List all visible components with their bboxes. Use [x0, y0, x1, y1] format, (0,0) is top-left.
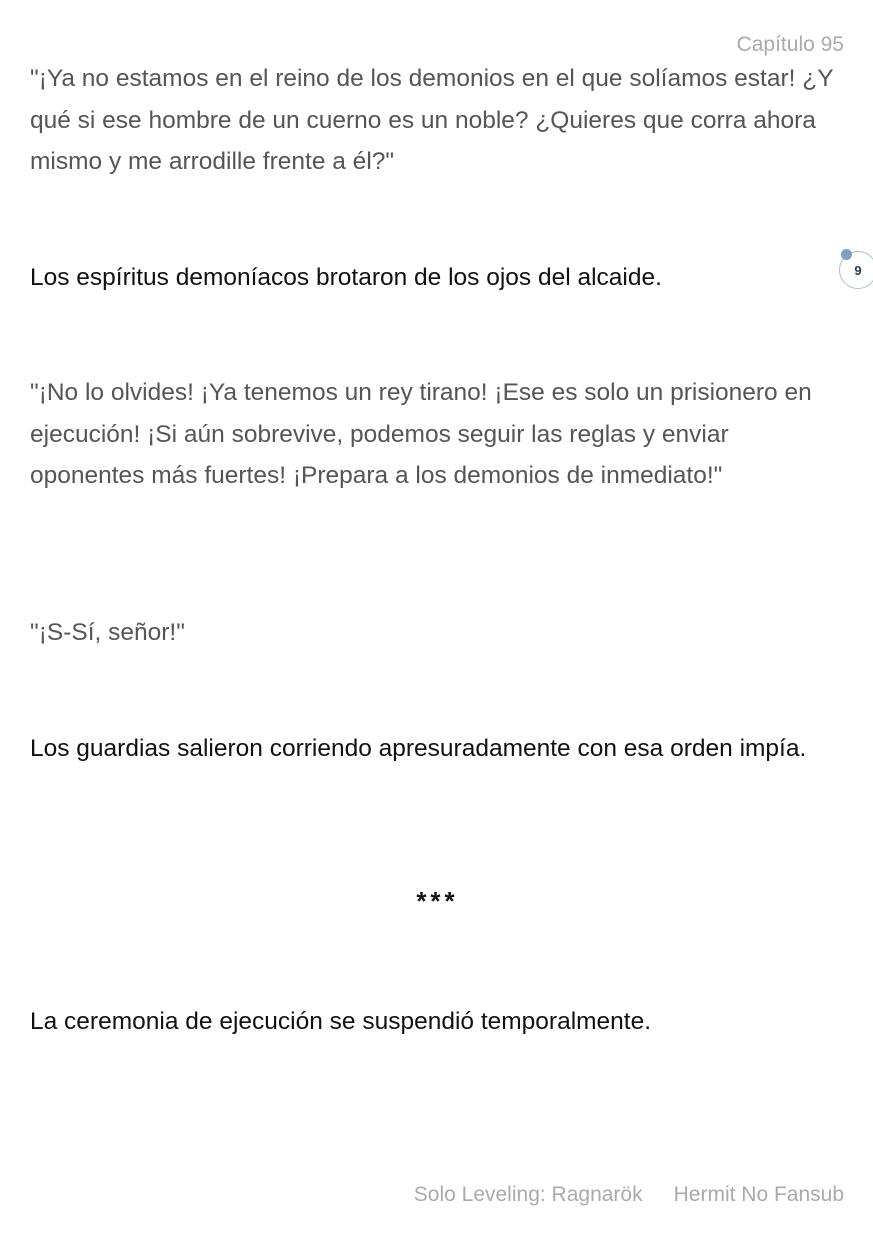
footer-novel-title: Solo Leveling: Ragnarök — [413, 1183, 643, 1206]
scene-separator: *** — [416, 886, 459, 916]
footer — [414, 1182, 844, 1208]
paragraph-dialogue: "¡S-Sí, señor!" — [30, 619, 185, 646]
badge-dot-icon — [841, 249, 852, 260]
page-number: 9 — [854, 262, 862, 278]
chapter-title: Capítulo 95 — [736, 33, 844, 56]
paragraph-narration: La ceremonia de ejecución se suspendió temporalmente. — [30, 1008, 652, 1035]
paragraph-narration: Los espíritus demoníacos brotaron de los ojos del alcaide. — [30, 264, 662, 291]
paragraph-dialogue: "¡Ya no estamos en el reino de los demonios en el que solíamos estar! ¿Y qué si ese hombre de un cuerno es un noble? ¿Quieres que corra ahora mismo y me arrodille frente a él?" — [30, 65, 834, 175]
paragraph-dialogue: "¡No lo olvides! ¡Ya tenemos un rey tirano! ¡Ese es solo un prisionero en ejecución! ¡Si aún sobrevive, podemos seguir las reglas y enviar oponentes más fuertes! ¡Prepara a los demonios de inmediato!" — [30, 379, 812, 489]
paragraph-narration: Los guardias salieron corriendo apresuradamente con esa orden impía. — [30, 735, 807, 762]
footer-translator: Hermit No Fansub — [673, 1183, 844, 1206]
